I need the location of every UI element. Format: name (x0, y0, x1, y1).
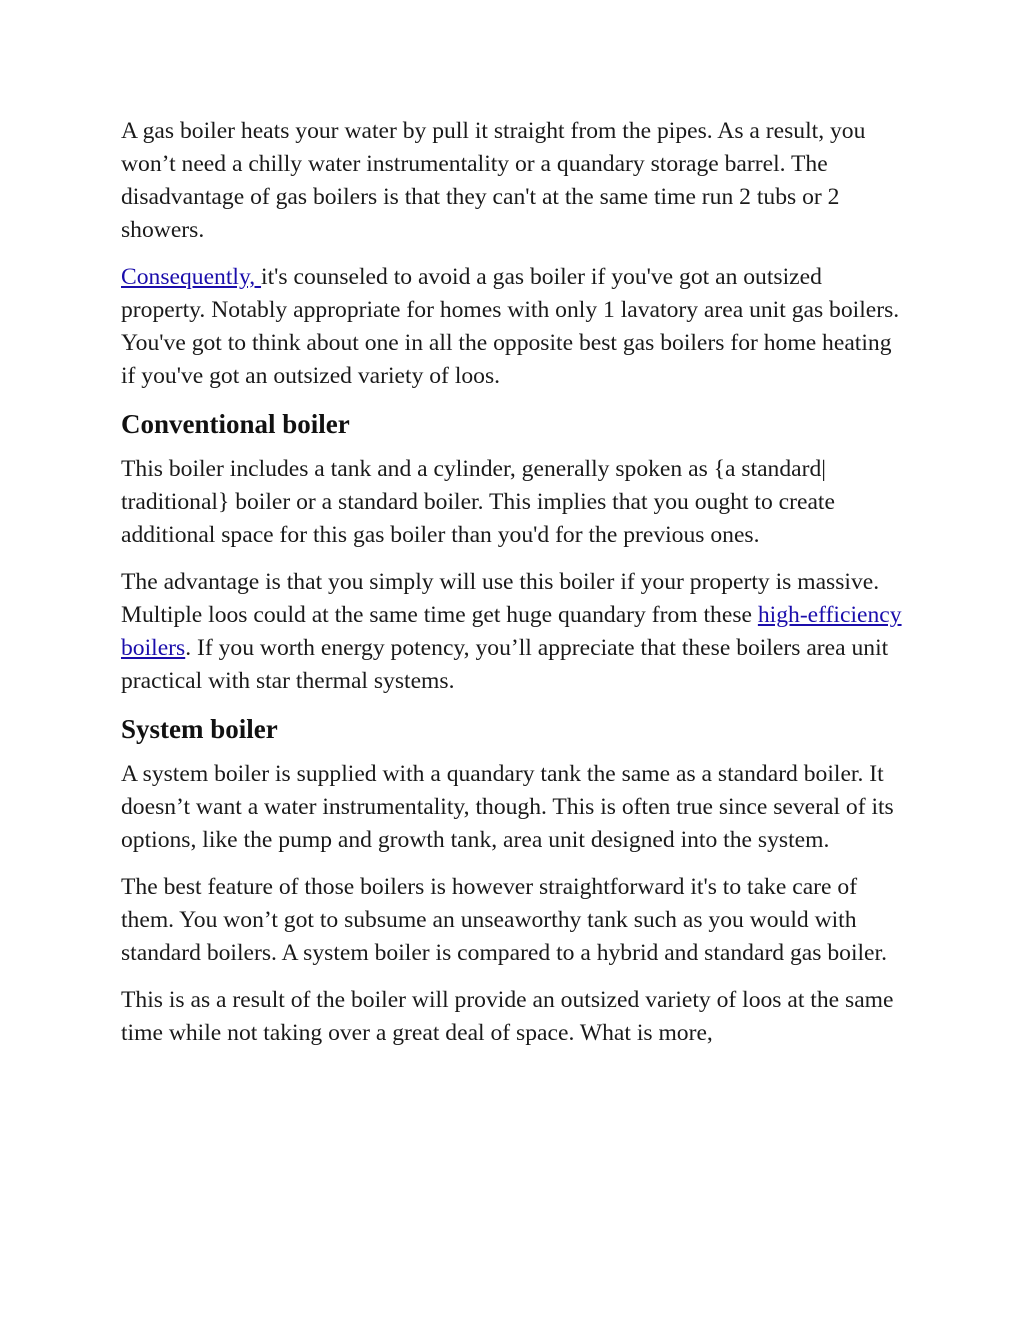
document-page (121, 115, 911, 1064)
paragraph-consequently (121, 261, 911, 393)
paragraph-advantage-before: The advantage is that you simply will use this boiler if your property is massive. Multiple loos could at the same time get huge quandary from these (121, 569, 880, 628)
paragraph-conventional-advantage (121, 566, 911, 698)
paragraph-system-feature: The best feature of those boilers is however straightforward it's to take care of them. You won’t got to subsume an unseaworthy tank such as you would with standard boilers. A system boiler is compared to a hybrid and standard gas boiler. (121, 874, 887, 966)
paragraph-intro: A gas boiler heats your water by pull it straight from the pipes. As a result, you won’t need a chilly water instrumentality or a quandary storage barrel. The disadvantage of gas boilers is that they can't at the same time run 2 tubs or 2 showers. (121, 118, 866, 243)
heading-system-boiler: System boiler (121, 714, 278, 744)
high-efficiency-boilers-link[interactable]: high-efficiency boilers (121, 602, 902, 661)
paragraph-conventional-description: This boiler includes a tank and a cylinder, generally spoken as {a standard| traditional} boiler or a standard boiler. This implies that you ought to create additional space for this gas boiler than you'd for the previous ones. (121, 456, 835, 548)
consequently-link[interactable]: Consequently, (121, 264, 262, 290)
paragraph-system-result: This is as a result of the boiler will provide an outsized variety of loos at the same time while not taking over a great deal of space. What is more, (121, 987, 894, 1046)
paragraph-advantage-after: . If you worth energy potency, you’ll appreciate that these boilers area unit practical with star thermal systems. (121, 635, 889, 694)
paragraph-consequently-text: it's counseled to avoid a gas boiler if you've got an outsized property. Notably appropriate for homes with only 1 lavatory area unit gas boilers. You've got to think about one in all the opposite best gas boilers for home heating if you've got an outsized variety of loos. (121, 264, 900, 389)
paragraph-system-description: A system boiler is supplied with a quandary tank the same as a standard boiler. It doesn’t want a water instrumentality, though. This is often true since several of its options, like the pump and growth tank, area unit designed into the system. (121, 761, 894, 853)
heading-conventional-boiler: Conventional boiler (121, 409, 350, 439)
